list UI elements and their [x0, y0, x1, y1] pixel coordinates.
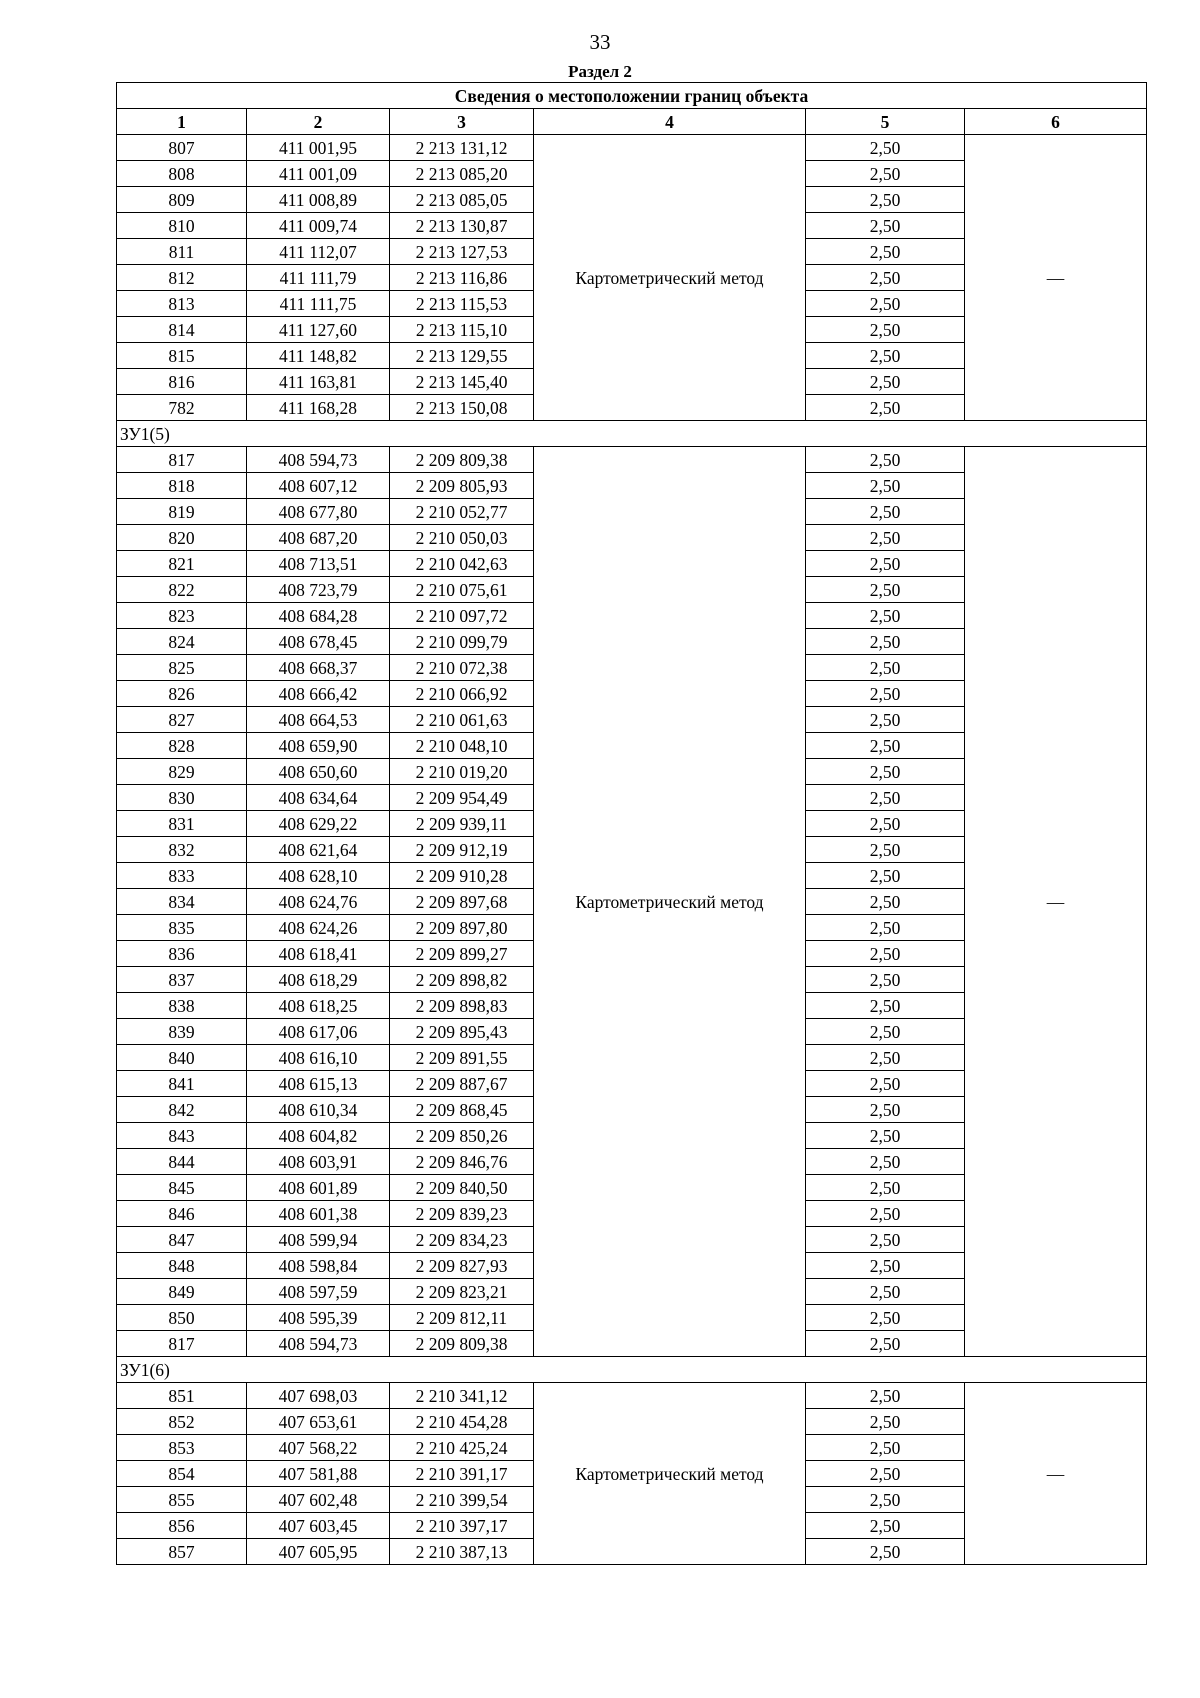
point-number-cell: 812 — [117, 265, 247, 291]
point-number-cell: 855 — [117, 1487, 247, 1513]
boundary-table — [116, 82, 1147, 1565]
accuracy-cell: 2,50 — [806, 1383, 965, 1409]
column-6-cell: — — [965, 1383, 1147, 1565]
x-coordinate-cell: 411 001,09 — [247, 161, 390, 187]
accuracy-cell: 2,50 — [806, 213, 965, 239]
y-coordinate-cell: 2 213 130,87 — [390, 213, 534, 239]
x-coordinate-cell: 407 605,95 — [247, 1539, 390, 1565]
accuracy-cell: 2,50 — [806, 1253, 965, 1279]
x-coordinate-cell: 407 653,61 — [247, 1409, 390, 1435]
point-number-cell: 821 — [117, 551, 247, 577]
x-coordinate-cell: 408 624,76 — [247, 889, 390, 915]
x-coordinate-cell: 411 001,95 — [247, 135, 390, 161]
accuracy-cell: 2,50 — [806, 1513, 965, 1539]
y-coordinate-cell: 2 213 131,12 — [390, 135, 534, 161]
table-caption-row — [117, 83, 1147, 109]
point-number-cell: 839 — [117, 1019, 247, 1045]
accuracy-cell: 2,50 — [806, 1331, 965, 1357]
y-coordinate-cell: 2 210 066,92 — [390, 681, 534, 707]
point-number-cell: 820 — [117, 525, 247, 551]
x-coordinate-cell: 408 677,80 — [247, 499, 390, 525]
x-coordinate-cell: 408 678,45 — [247, 629, 390, 655]
point-number-cell: 822 — [117, 577, 247, 603]
y-coordinate-cell: 2 209 839,23 — [390, 1201, 534, 1227]
x-coordinate-cell: 411 163,81 — [247, 369, 390, 395]
point-number-cell: 846 — [117, 1201, 247, 1227]
accuracy-cell: 2,50 — [806, 499, 965, 525]
point-number-cell: 825 — [117, 655, 247, 681]
x-coordinate-cell: 407 602,48 — [247, 1487, 390, 1513]
accuracy-cell: 2,50 — [806, 889, 965, 915]
x-coordinate-cell: 408 601,89 — [247, 1175, 390, 1201]
point-number-cell: 850 — [117, 1305, 247, 1331]
y-coordinate-cell: 2 209 939,11 — [390, 811, 534, 837]
column-6-cell: — — [965, 447, 1147, 1357]
y-coordinate-cell: 2 210 042,63 — [390, 551, 534, 577]
y-coordinate-cell: 2 213 115,53 — [390, 291, 534, 317]
accuracy-cell: 2,50 — [806, 811, 965, 837]
column-header: 4 — [534, 109, 806, 135]
x-coordinate-cell: 408 598,84 — [247, 1253, 390, 1279]
column-header: 3 — [390, 109, 534, 135]
x-coordinate-cell: 408 617,06 — [247, 1019, 390, 1045]
accuracy-cell: 2,50 — [806, 967, 965, 993]
point-number-cell: 809 — [117, 187, 247, 213]
x-coordinate-cell: 408 616,10 — [247, 1045, 390, 1071]
y-coordinate-cell: 2 213 127,53 — [390, 239, 534, 265]
point-number-cell: 849 — [117, 1279, 247, 1305]
x-coordinate-cell: 408 628,10 — [247, 863, 390, 889]
y-coordinate-cell: 2 209 812,11 — [390, 1305, 534, 1331]
y-coordinate-cell: 2 209 823,21 — [390, 1279, 534, 1305]
method-cell: Картометрический метод — [534, 1383, 806, 1565]
point-number-cell: 845 — [117, 1175, 247, 1201]
x-coordinate-cell: 408 601,38 — [247, 1201, 390, 1227]
point-number-cell: 848 — [117, 1253, 247, 1279]
column-header: 2 — [247, 109, 390, 135]
x-coordinate-cell: 407 581,88 — [247, 1461, 390, 1487]
x-coordinate-cell: 407 568,22 — [247, 1435, 390, 1461]
point-number-cell: 828 — [117, 733, 247, 759]
group-header-row — [117, 1357, 1147, 1383]
accuracy-cell: 2,50 — [806, 525, 965, 551]
accuracy-cell: 2,50 — [806, 1435, 965, 1461]
page-number: 33 — [589, 30, 611, 54]
accuracy-cell: 2,50 — [806, 187, 965, 213]
accuracy-cell: 2,50 — [806, 395, 965, 421]
accuracy-cell: 2,50 — [806, 1279, 965, 1305]
group-header-row — [117, 421, 1147, 447]
x-coordinate-cell: 408 607,12 — [247, 473, 390, 499]
y-coordinate-cell: 2 210 341,12 — [390, 1383, 534, 1409]
x-coordinate-cell: 411 168,28 — [247, 395, 390, 421]
accuracy-cell: 2,50 — [806, 1149, 965, 1175]
point-number-cell: 833 — [117, 863, 247, 889]
accuracy-cell: 2,50 — [806, 291, 965, 317]
y-coordinate-cell: 2 213 129,55 — [390, 343, 534, 369]
y-coordinate-cell: 2 210 099,79 — [390, 629, 534, 655]
x-coordinate-cell: 408 664,53 — [247, 707, 390, 733]
point-number-cell: 854 — [117, 1461, 247, 1487]
x-coordinate-cell: 408 659,90 — [247, 733, 390, 759]
y-coordinate-cell: 2 210 387,13 — [390, 1539, 534, 1565]
point-number-cell: 856 — [117, 1513, 247, 1539]
x-coordinate-cell: 408 599,94 — [247, 1227, 390, 1253]
accuracy-cell: 2,50 — [806, 369, 965, 395]
y-coordinate-cell: 2 210 075,61 — [390, 577, 534, 603]
method-cell: Картометрический метод — [534, 135, 806, 421]
accuracy-cell: 2,50 — [806, 733, 965, 759]
x-coordinate-cell: 408 610,34 — [247, 1097, 390, 1123]
y-coordinate-cell: 2 209 895,43 — [390, 1019, 534, 1045]
point-number-cell: 853 — [117, 1435, 247, 1461]
point-number-cell: 835 — [117, 915, 247, 941]
y-coordinate-cell: 2 213 145,40 — [390, 369, 534, 395]
column-header: 5 — [806, 109, 965, 135]
accuracy-cell: 2,50 — [806, 343, 965, 369]
point-number-cell: 813 — [117, 291, 247, 317]
point-number-cell: 814 — [117, 317, 247, 343]
y-coordinate-cell: 2 210 019,20 — [390, 759, 534, 785]
point-number-cell: 819 — [117, 499, 247, 525]
x-coordinate-cell: 411 112,07 — [247, 239, 390, 265]
y-coordinate-cell: 2 209 912,19 — [390, 837, 534, 863]
y-coordinate-cell: 2 209 899,27 — [390, 941, 534, 967]
point-number-cell: 841 — [117, 1071, 247, 1097]
column-6-cell: — — [965, 135, 1147, 421]
y-coordinate-cell: 2 209 897,68 — [390, 889, 534, 915]
accuracy-cell: 2,50 — [806, 1123, 965, 1149]
accuracy-cell: 2,50 — [806, 1045, 965, 1071]
point-number-cell: 832 — [117, 837, 247, 863]
y-coordinate-cell: 2 210 399,54 — [390, 1487, 534, 1513]
point-number-cell: 837 — [117, 967, 247, 993]
x-coordinate-cell: 408 615,13 — [247, 1071, 390, 1097]
x-coordinate-cell: 408 595,39 — [247, 1305, 390, 1331]
point-number-cell: 829 — [117, 759, 247, 785]
accuracy-cell: 2,50 — [806, 1409, 965, 1435]
x-coordinate-cell: 408 618,41 — [247, 941, 390, 967]
accuracy-cell: 2,50 — [806, 1019, 965, 1045]
point-number-cell: 834 — [117, 889, 247, 915]
accuracy-cell: 2,50 — [806, 135, 965, 161]
accuracy-cell: 2,50 — [806, 1539, 965, 1565]
point-number-cell: 827 — [117, 707, 247, 733]
y-coordinate-cell: 2 209 809,38 — [390, 1331, 534, 1357]
point-number-cell: 836 — [117, 941, 247, 967]
point-number-cell: 851 — [117, 1383, 247, 1409]
accuracy-cell: 2,50 — [806, 161, 965, 187]
y-coordinate-cell: 2 210 391,17 — [390, 1461, 534, 1487]
accuracy-cell: 2,50 — [806, 707, 965, 733]
point-number-cell: 823 — [117, 603, 247, 629]
x-coordinate-cell: 408 713,51 — [247, 551, 390, 577]
point-number-cell: 782 — [117, 395, 247, 421]
point-number-cell: 810 — [117, 213, 247, 239]
accuracy-cell: 2,50 — [806, 551, 965, 577]
accuracy-cell: 2,50 — [806, 681, 965, 707]
y-coordinate-cell: 2 210 072,38 — [390, 655, 534, 681]
point-number-cell: 824 — [117, 629, 247, 655]
accuracy-cell: 2,50 — [806, 265, 965, 291]
x-coordinate-cell: 408 684,28 — [247, 603, 390, 629]
y-coordinate-cell: 2 209 809,38 — [390, 447, 534, 473]
accuracy-cell: 2,50 — [806, 1461, 965, 1487]
accuracy-cell: 2,50 — [806, 655, 965, 681]
x-coordinate-cell: 408 594,73 — [247, 1331, 390, 1357]
y-coordinate-cell: 2 209 805,93 — [390, 473, 534, 499]
point-number-cell: 817 — [117, 1331, 247, 1357]
column-header-row — [117, 109, 1147, 135]
accuracy-cell: 2,50 — [806, 1097, 965, 1123]
method-cell: Картометрический метод — [534, 447, 806, 1357]
point-number-cell: 830 — [117, 785, 247, 811]
y-coordinate-cell: 2 209 850,26 — [390, 1123, 534, 1149]
point-number-cell: 842 — [117, 1097, 247, 1123]
x-coordinate-cell: 408 603,91 — [247, 1149, 390, 1175]
x-coordinate-cell: 408 604,82 — [247, 1123, 390, 1149]
x-coordinate-cell: 411 111,75 — [247, 291, 390, 317]
x-coordinate-cell: 411 111,79 — [247, 265, 390, 291]
x-coordinate-cell: 408 624,26 — [247, 915, 390, 941]
y-coordinate-cell: 2 209 954,49 — [390, 785, 534, 811]
table-row — [117, 447, 1147, 473]
point-number-cell: 808 — [117, 161, 247, 187]
section-label: Раздел 2 — [568, 62, 632, 81]
accuracy-cell: 2,50 — [806, 629, 965, 655]
y-coordinate-cell: 2 209 898,83 — [390, 993, 534, 1019]
y-coordinate-cell: 2 209 891,55 — [390, 1045, 534, 1071]
y-coordinate-cell: 2 210 097,72 — [390, 603, 534, 629]
y-coordinate-cell: 2 210 052,77 — [390, 499, 534, 525]
accuracy-cell: 2,50 — [806, 473, 965, 499]
y-coordinate-cell: 2 209 834,23 — [390, 1227, 534, 1253]
y-coordinate-cell: 2 213 085,20 — [390, 161, 534, 187]
point-number-cell: 818 — [117, 473, 247, 499]
y-coordinate-cell: 2 213 085,05 — [390, 187, 534, 213]
accuracy-cell: 2,50 — [806, 1487, 965, 1513]
point-number-cell: 811 — [117, 239, 247, 265]
y-coordinate-cell: 2 210 425,24 — [390, 1435, 534, 1461]
y-coordinate-cell: 2 209 910,28 — [390, 863, 534, 889]
point-number-cell: 817 — [117, 447, 247, 473]
point-number-cell: 838 — [117, 993, 247, 1019]
x-coordinate-cell: 408 666,42 — [247, 681, 390, 707]
table-row — [117, 135, 1147, 161]
point-number-cell: 826 — [117, 681, 247, 707]
x-coordinate-cell: 411 009,74 — [247, 213, 390, 239]
x-coordinate-cell: 408 634,64 — [247, 785, 390, 811]
accuracy-cell: 2,50 — [806, 1175, 965, 1201]
y-coordinate-cell: 2 209 827,93 — [390, 1253, 534, 1279]
y-coordinate-cell: 2 209 840,50 — [390, 1175, 534, 1201]
point-number-cell: 857 — [117, 1539, 247, 1565]
table-row — [117, 1383, 1147, 1409]
y-coordinate-cell: 2 209 868,45 — [390, 1097, 534, 1123]
accuracy-cell: 2,50 — [806, 941, 965, 967]
group-label: ЗУ1(5) — [117, 421, 1147, 447]
y-coordinate-cell: 2 209 898,82 — [390, 967, 534, 993]
x-coordinate-cell: 408 650,60 — [247, 759, 390, 785]
point-number-cell: 852 — [117, 1409, 247, 1435]
y-coordinate-cell: 2 209 887,67 — [390, 1071, 534, 1097]
y-coordinate-cell: 2 209 897,80 — [390, 915, 534, 941]
y-coordinate-cell: 2 210 397,17 — [390, 1513, 534, 1539]
accuracy-cell: 2,50 — [806, 317, 965, 343]
accuracy-cell: 2,50 — [806, 785, 965, 811]
y-coordinate-cell: 2 210 061,63 — [390, 707, 534, 733]
x-coordinate-cell: 408 597,59 — [247, 1279, 390, 1305]
y-coordinate-cell: 2 210 048,10 — [390, 733, 534, 759]
y-coordinate-cell: 2 213 115,10 — [390, 317, 534, 343]
accuracy-cell: 2,50 — [806, 447, 965, 473]
table-caption: Сведения о местоположении границ объекта — [117, 83, 1147, 109]
accuracy-cell: 2,50 — [806, 1071, 965, 1097]
point-number-cell: 831 — [117, 811, 247, 837]
y-coordinate-cell: 2 210 454,28 — [390, 1409, 534, 1435]
accuracy-cell: 2,50 — [806, 915, 965, 941]
column-header: 1 — [117, 109, 247, 135]
x-coordinate-cell: 408 621,64 — [247, 837, 390, 863]
x-coordinate-cell: 408 723,79 — [247, 577, 390, 603]
y-coordinate-cell: 2 209 846,76 — [390, 1149, 534, 1175]
x-coordinate-cell: 408 618,25 — [247, 993, 390, 1019]
accuracy-cell: 2,50 — [806, 603, 965, 629]
y-coordinate-cell: 2 210 050,03 — [390, 525, 534, 551]
group-label: ЗУ1(6) — [117, 1357, 1147, 1383]
x-coordinate-cell: 411 127,60 — [247, 317, 390, 343]
x-coordinate-cell: 408 629,22 — [247, 811, 390, 837]
accuracy-cell: 2,50 — [806, 759, 965, 785]
x-coordinate-cell: 408 594,73 — [247, 447, 390, 473]
accuracy-cell: 2,50 — [806, 863, 965, 889]
point-number-cell: 807 — [117, 135, 247, 161]
x-coordinate-cell: 408 618,29 — [247, 967, 390, 993]
point-number-cell: 847 — [117, 1227, 247, 1253]
point-number-cell: 840 — [117, 1045, 247, 1071]
point-number-cell: 816 — [117, 369, 247, 395]
point-number-cell: 844 — [117, 1149, 247, 1175]
accuracy-cell: 2,50 — [806, 239, 965, 265]
point-number-cell: 843 — [117, 1123, 247, 1149]
column-header: 6 — [965, 109, 1147, 135]
x-coordinate-cell: 408 668,37 — [247, 655, 390, 681]
y-coordinate-cell: 2 213 116,86 — [390, 265, 534, 291]
accuracy-cell: 2,50 — [806, 1305, 965, 1331]
x-coordinate-cell: 407 603,45 — [247, 1513, 390, 1539]
y-coordinate-cell: 2 213 150,08 — [390, 395, 534, 421]
x-coordinate-cell: 407 698,03 — [247, 1383, 390, 1409]
x-coordinate-cell: 411 008,89 — [247, 187, 390, 213]
x-coordinate-cell: 408 687,20 — [247, 525, 390, 551]
accuracy-cell: 2,50 — [806, 1227, 965, 1253]
accuracy-cell: 2,50 — [806, 1201, 965, 1227]
x-coordinate-cell: 411 148,82 — [247, 343, 390, 369]
accuracy-cell: 2,50 — [806, 993, 965, 1019]
point-number-cell: 815 — [117, 343, 247, 369]
accuracy-cell: 2,50 — [806, 837, 965, 863]
accuracy-cell: 2,50 — [806, 577, 965, 603]
